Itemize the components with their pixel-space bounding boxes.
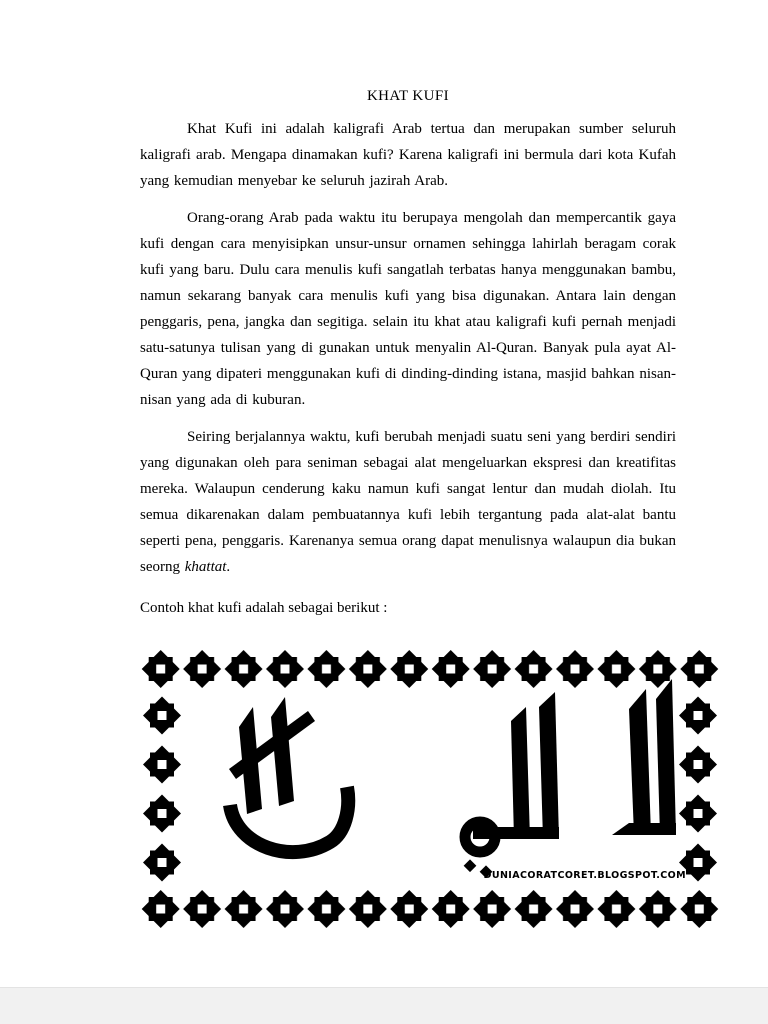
page-title: KHAT KUFI	[366, 88, 450, 104]
paragraph	[140, 205, 676, 413]
paragraph-text: Seiring berjalannya waktu, kufi berubah menjadi suatu seni yang berdiri sendiri yang digunakan oleh para seniman sebagai alat mengeluarkan ekspresi dan kreatifitas mereka. Walaupun cenderung kaku namun kufi sangat lentur dan mudah diolah. Itu semua dikarenakan dalam pembuatannya kufi lebih tergantung pada alat-alat bantu seperti pena, penggaris. Karenanya semua orang dapat menulisnya walaupun dia bukan seorng	[140, 429, 676, 575]
paragraph	[140, 424, 676, 580]
paragraph-text: .	[226, 559, 231, 575]
paragraph-text: Orang-orang Arab pada waktu itu berupaya mengolah dan mempercantik gaya kufi dengan cara menyisipkan unsur-unsur ornamen sehingga lahirlah beragam corak kufi yang baru. Dulu cara menulis kufi sangatlah terbatas hanya menggunakan bambu, namun sekarang banyak cara menulis kufi yang bisa digunakan. Antara lain dengan penggaris, pena, jangka dan segitiga. selain itu khat atau kaligrafi kufi pernah menjadi satu-satunya tulisan yang di gunakan untuk menyalin Al-Quran. Banyak pula ayat Al-Quran yang dipateri menggunakan kufi di dinding-dinding istana, masjid bahkan nisan-nisan yang ada di kuburan.	[140, 210, 676, 408]
italic-term: khattat	[184, 559, 227, 575]
example-caption: Contoh khat kufi adalah sebagai berikut :	[140, 600, 388, 616]
kufi-figure	[140, 647, 720, 931]
text-column	[140, 0, 686, 931]
viewer-edge-strip	[0, 987, 768, 1024]
kufi-figure-image	[140, 647, 720, 931]
watermark-text: DUNIACORATCORET.BLOGSPOT.COM	[483, 870, 686, 881]
paragraph	[140, 116, 676, 194]
paragraph-text: Khat Kufi ini adalah kaligrafi Arab tertua dan merupakan sumber seluruh kaligrafi arab. Mengapa dinamakan kufi? Karena kaligrafi ini bermula dari kota Kufah yang kemudian menyebar ke seluruh jazirah Arab.	[140, 121, 676, 189]
kufi-calligraphy	[229, 679, 676, 878]
